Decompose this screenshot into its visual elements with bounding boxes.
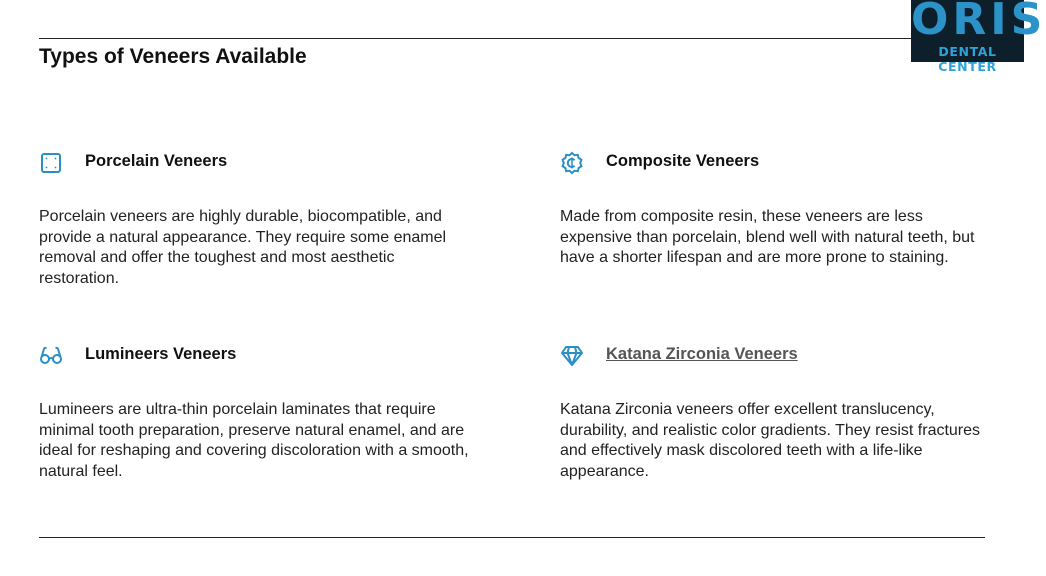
card-description: Made from composite resin, these veneers are less expensive than porcelain, blend well with natural teeth, but have a shorter lifespan and are more prone to staining.: [560, 208, 975, 267]
frame-icon: [39, 151, 63, 175]
logo-subtitle: DENTAL CENTER: [938, 44, 997, 74]
page-title: Types of Veneers Available: [39, 45, 307, 68]
top-divider: [39, 38, 911, 39]
logo: [911, 0, 1046, 74]
katana-zirconia-link[interactable]: Katana Zirconia Veneers: [606, 345, 798, 363]
card-title: Porcelain Veneers: [85, 152, 228, 170]
card-title: Composite Veneers: [606, 152, 760, 170]
badge-icon: [560, 151, 584, 175]
card-title: Lumineers Veneers: [85, 345, 237, 363]
bottom-divider: [39, 537, 985, 538]
logo-wordmark: ORIS: [911, 0, 1046, 45]
card-description: Porcelain veneers are highly durable, biocompatible, and provide a natural appearance. They require some enamel removal and offer the toughest and most aesthetic restoration.: [39, 208, 447, 288]
card-description: Lumineers are ultra-thin porcelain laminates that require minimal tooth preparation, preserve natural enamel, and are ideal for reshaping and covering discoloration with a smooth, natural feel.: [39, 401, 469, 481]
glasses-icon: [39, 344, 63, 368]
diamond-icon: [560, 344, 584, 368]
card-description: Katana Zirconia veneers offer excellent translucency, durability, and realistic color gradients. They resist fractures and effectively mask discolored teeth with a life-like appearance.: [560, 401, 981, 481]
